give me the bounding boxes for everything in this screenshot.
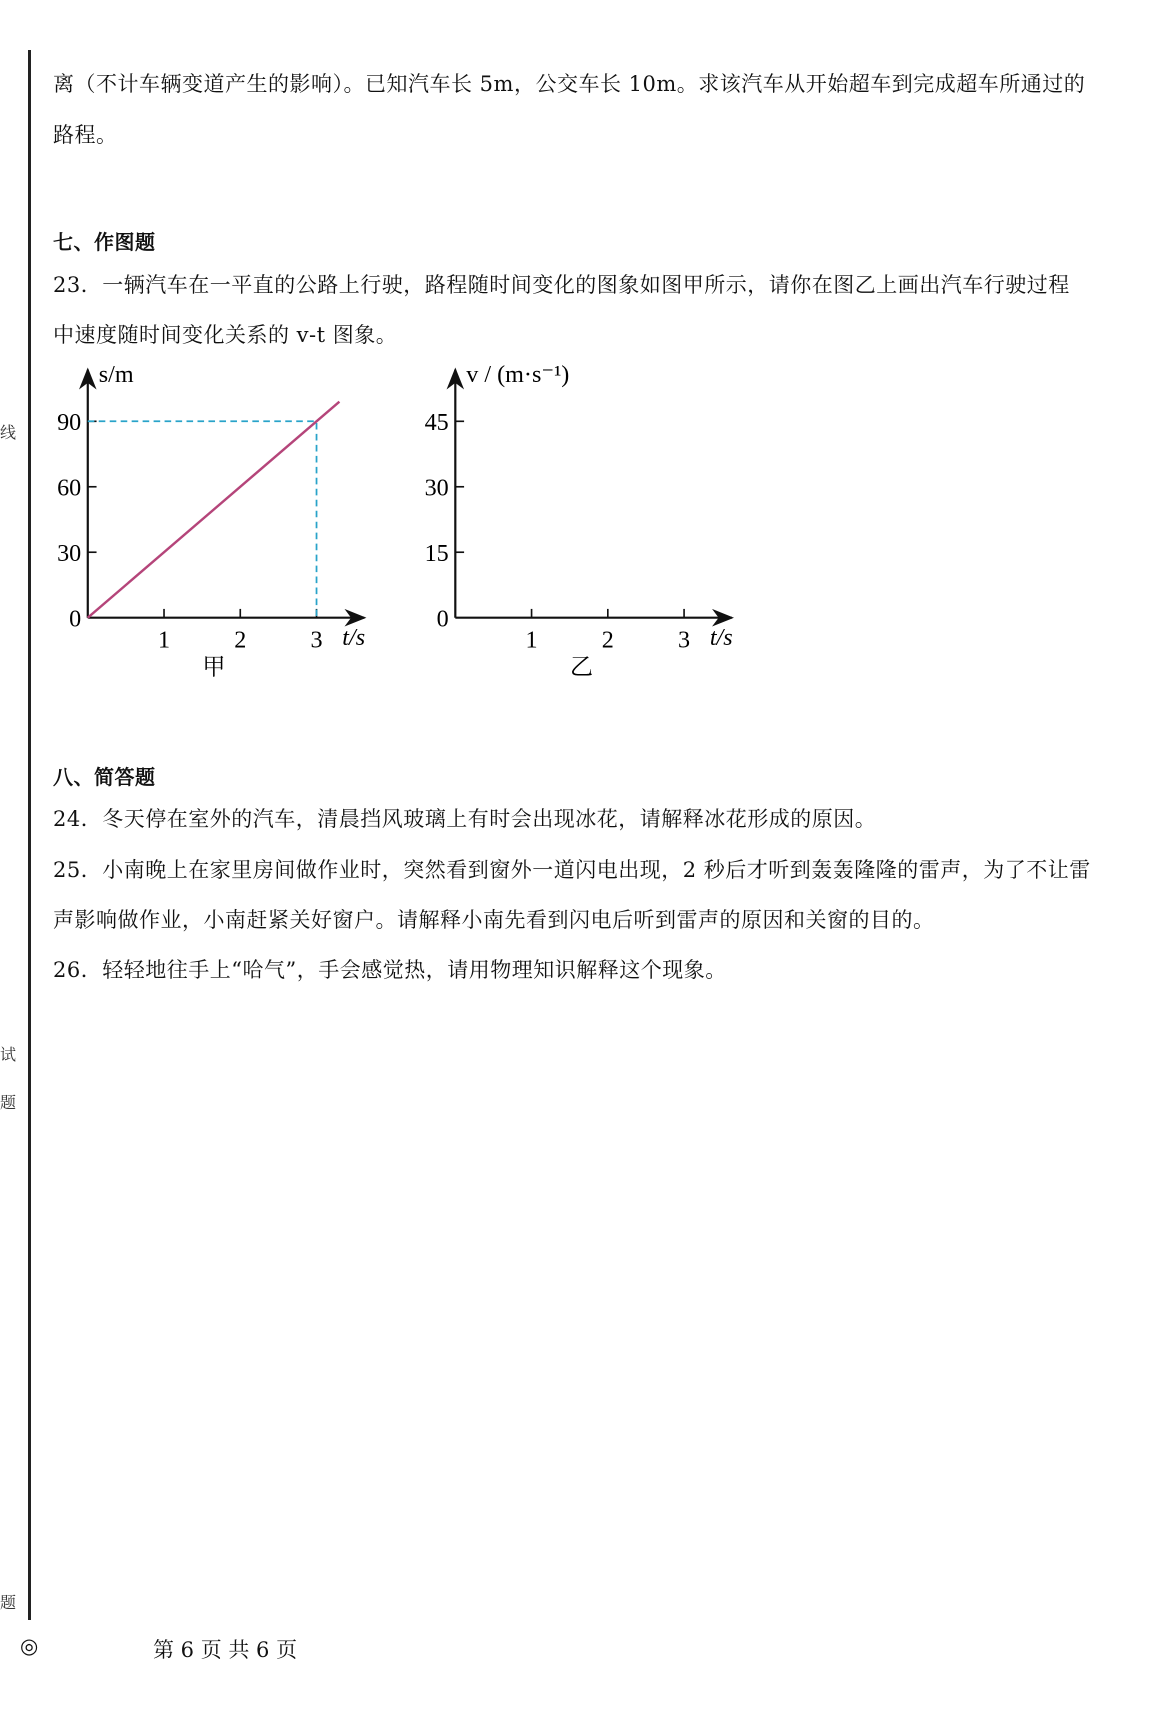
y-tick-label: 90 [57, 409, 82, 437]
margin-char: 题 [0, 1593, 17, 1612]
q25-text-line: 声影响做作业，小南赶紧关好窗户。请解释小南先看到闪电后听到雷声的原因和关窗的目的。 [53, 908, 935, 932]
chart-yi [425, 361, 733, 680]
chart-caption: 乙 [569, 653, 594, 680]
margin-char: 线 [0, 423, 17, 442]
chart-jia [57, 361, 365, 680]
q22-text-line: 路程。 [53, 123, 118, 147]
x-axis-label: t/s [342, 624, 366, 652]
series-line [88, 402, 340, 618]
page-number: 第 6 页 共 6 页 [153, 1638, 298, 1662]
y-tick-label: 15 [424, 540, 449, 568]
q23-text-line: 中速度随时间变化关系的 v-t 图象。 [53, 323, 398, 347]
section-title: 八、简答题 [53, 765, 156, 789]
q26-text: 26．轻轻地往手上“哈气”，手会感觉热，请用物理知识解释这个现象。 [53, 958, 727, 982]
x-tick-label: 2 [601, 626, 614, 654]
y-axis-label: s/m [98, 360, 134, 388]
y-tick-label: 45 [424, 409, 449, 437]
q25-text-line: 25．小南晚上在家里房间做作业时，突然看到窗外一道闪电出现，2 秒后才听到轰轰隆隆的雷声，为了不让雷 [53, 858, 1091, 882]
margin-char: 试 [0, 1045, 17, 1064]
footer-symbol: ◎ [20, 1634, 39, 1658]
chart-caption: 甲 [202, 653, 226, 680]
y-tick-label: 0 [69, 605, 82, 633]
x-tick-label: 3 [678, 626, 691, 654]
y-tick-label: 60 [57, 474, 82, 502]
q23-text-line: 23．一辆汽车在一平直的公路上行驶，路程随时间变化的图象如图甲所示，请你在图乙上画出汽车行驶过程 [53, 273, 1070, 297]
x-tick-label: 2 [234, 626, 247, 654]
y-tick-label: 0 [436, 605, 449, 633]
q24-text: 24．冬天停在室外的汽车，清晨挡风玻璃上有时会出现冰花，请解释冰花形成的原因。 [53, 807, 877, 831]
x-axis-label: t/s [709, 624, 733, 652]
y-axis-label: v / (m·s⁻¹) [466, 360, 570, 388]
y-tick-label: 30 [424, 474, 449, 502]
x-tick-label: 1 [525, 626, 538, 654]
section-title: 七、作图题 [53, 230, 156, 254]
y-tick-label: 30 [57, 540, 82, 568]
q22-text-line: 离（不计车辆变道产生的影响）。已知汽车长 5m，公交车长 10m。求该汽车从开始超车到完成超车所通过的 [53, 72, 1086, 96]
x-tick-label: 3 [310, 626, 323, 654]
x-tick-label: 1 [157, 626, 171, 654]
margin-char: 题 [0, 1093, 17, 1112]
